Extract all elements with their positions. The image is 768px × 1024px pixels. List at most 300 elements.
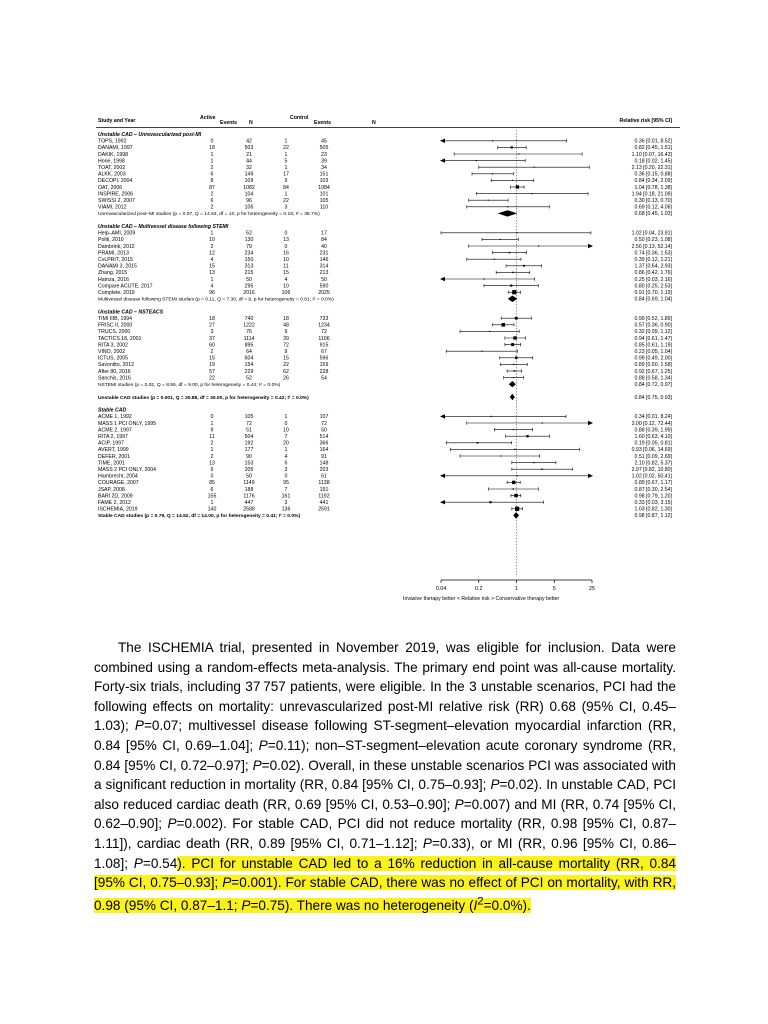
control-n: 110	[319, 204, 329, 211]
active-events: 1	[210, 447, 214, 454]
study-rr-ci: 0.89 [0.67, 1.17]	[634, 480, 672, 487]
study-rr-ci: 0.94 [0.61, 1.47]	[634, 335, 672, 342]
active-events: 87	[209, 184, 215, 191]
study-rr-ci: 0.85 [0.61, 1.19]	[634, 342, 672, 349]
study-rr-ci: 0.23 [0.05, 1.04]	[634, 349, 672, 355]
control-n: 146	[319, 257, 329, 263]
point-estimate	[489, 331, 490, 332]
active-events: 11	[209, 434, 215, 440]
control-n: 1234	[318, 322, 330, 329]
study-name: Savonitto, 2012	[98, 362, 135, 369]
control-events: 3	[284, 204, 288, 211]
control-events: 16	[283, 250, 289, 257]
control-events: 9	[284, 178, 288, 185]
control-n: 50	[321, 276, 327, 283]
study-rr-ci: 0.87 [0.30, 2.54]	[634, 486, 672, 493]
active-n: 44	[246, 158, 252, 165]
control-n: 164	[319, 447, 329, 454]
active-events: 60	[209, 342, 215, 349]
point-estimate	[514, 494, 517, 497]
text-span: =0.75). There was no heterogeneity (	[250, 898, 474, 914]
summary-diamond	[510, 394, 515, 400]
forest-plot	[96, 110, 680, 622]
point-estimate	[542, 422, 543, 423]
study-rr-ci: 0.69 [0.12, 4.06]	[634, 204, 672, 211]
italic-p: P	[133, 855, 143, 871]
control-n: 67	[321, 349, 327, 355]
active-events: 6	[210, 198, 214, 204]
study-rr-ci: 1.37 [0.64, 2.93]	[634, 263, 672, 270]
control-n: 17	[321, 230, 327, 237]
summary-label: NSTEMI studies (p = 0.02, Q = 8.95, df = 9.00, p for heterogeneity = 0.44; I² = 0.0%)	[98, 383, 281, 388]
control-n: 91	[321, 453, 327, 460]
active-events: 9	[210, 427, 214, 434]
active-events: 1	[210, 151, 214, 158]
point-estimate	[513, 488, 514, 489]
header-active-n: N	[249, 120, 253, 126]
study-rr-ci: 0.91 [0.70, 1.19]	[634, 290, 672, 296]
study-name: VIAMI, 2012	[98, 204, 127, 211]
control-events: 13	[283, 237, 289, 244]
point-estimate	[513, 429, 514, 430]
control-events: 11	[283, 263, 289, 270]
ci-arrow-left	[440, 500, 445, 504]
point-estimate	[512, 290, 516, 294]
study-name: TIMI IIIB, 1994	[98, 316, 133, 322]
point-estimate	[510, 285, 512, 287]
control-n: 105	[319, 198, 329, 204]
control-events: 15	[283, 270, 289, 277]
study-rr-ci: 0.50 [0.23, 1.08]	[634, 237, 672, 244]
study-rr-ci: 1.02 [0.04, 23.91]	[631, 230, 672, 237]
point-estimate	[513, 377, 514, 378]
italic-p: P	[241, 898, 251, 914]
control-n: 314	[319, 263, 329, 270]
active-n: 96	[246, 198, 252, 204]
control-n: 203	[319, 467, 329, 473]
active-events: 1	[210, 230, 214, 237]
point-estimate	[515, 317, 518, 320]
control-events: 161	[281, 493, 291, 500]
point-estimate	[515, 357, 517, 359]
study-rr-ci: 0.80 [0.25, 2.53]	[634, 283, 672, 290]
control-n: 107	[319, 414, 329, 421]
control-events: 106	[281, 290, 291, 296]
control-n: 1106	[318, 335, 330, 342]
group-title: Unstable CAD – Unrevascularized post-MI	[98, 132, 202, 138]
x-tick-label: 0.04	[435, 586, 447, 592]
ci-arrow-right	[588, 474, 593, 478]
active-events: 4	[210, 257, 214, 263]
active-n: 504	[244, 434, 254, 440]
study-name: Hamza, 2016	[98, 276, 129, 283]
control-events: 0	[284, 243, 288, 250]
study-name: JSAP, 2008	[98, 486, 125, 493]
active-n: 104	[244, 191, 254, 198]
summary-label: Unrevascularized post–MI studies (p = 0.07, Q = 14.63, df = 10, p for heterogeneity = 0.15; I² = 38.7%)	[98, 212, 320, 218]
active-events: 1	[210, 500, 214, 506]
study-name: MASS 1 PCI ONLY, 1995	[98, 420, 157, 427]
point-estimate	[513, 364, 514, 365]
point-estimate	[502, 323, 506, 327]
study-rr-ci: 0.98 [0.79, 1.20]	[634, 493, 672, 500]
control-n: 441	[319, 500, 329, 506]
active-events: 0	[210, 138, 214, 145]
active-n: 1082	[243, 184, 255, 191]
control-events: 20	[283, 440, 289, 447]
study-name: TRUCS, 2000	[98, 329, 131, 336]
italic-i: I	[473, 898, 478, 914]
study-name: AVERT, 1999	[98, 447, 129, 454]
study-name: TIME, 2001	[98, 460, 125, 467]
header-control-n: N	[372, 120, 376, 126]
control-n: 1084	[318, 184, 330, 191]
control-n: 103	[319, 178, 329, 185]
study-rr-ci: 0.99 [0.49, 2.00]	[634, 355, 672, 362]
text-span: =0.07; multivessel disease following ST-segment–elevation myocardial infarction (RR, 0.84 [95% CI, 0.69–1.04];	[94, 718, 676, 753]
point-estimate	[516, 475, 517, 476]
study-name: CvLPRIT, 2015	[98, 257, 133, 263]
study-rr-ci: 0.36 [0.01, 8.52]	[634, 138, 672, 145]
study-rr-ci: 0.57 [0.36, 0.90]	[634, 322, 672, 329]
ci-arrow-left	[440, 277, 445, 281]
study-rr-ci: 0.82 [0.45, 1.51]	[634, 145, 672, 152]
study-rr-ci: 0.30 [0.13, 0.70]	[634, 198, 672, 204]
active-events: 22	[209, 375, 215, 382]
study-name: Politi, 2010	[98, 237, 124, 244]
italic-p: P	[222, 875, 232, 891]
point-estimate	[492, 140, 493, 141]
study-rr-ci: 0.86 [0.42, 1.76]	[634, 270, 672, 277]
control-events: 9	[284, 349, 288, 355]
study-name: ACIP, 1997	[98, 440, 124, 447]
active-n: 106	[244, 204, 254, 211]
summary-label: Unstable CAD studies (p = 0.001, Q = 30.88, df = 30.00, p for heterogeneity = 0.42; I² = 0.0%)	[98, 395, 309, 401]
study-name: INSPIRE, 2006	[98, 191, 134, 198]
summary-rr-ci: 0.84 [0.69, 1.04]	[634, 296, 672, 303]
active-events: 2	[210, 440, 214, 447]
control-events: 7	[284, 434, 288, 440]
summary-diamond	[498, 210, 517, 216]
active-n: 205	[244, 467, 254, 473]
control-events: 7	[284, 486, 288, 493]
active-events: 15	[209, 355, 215, 362]
control-n: 23	[321, 151, 327, 158]
active-n: 130	[244, 237, 254, 244]
study-name: DECOPI, 2004	[98, 178, 133, 185]
study-rr-ci: 1.94 [0.18, 21.09]	[631, 191, 672, 198]
control-events: 95	[283, 480, 289, 487]
study-name: Sanchis, 2016	[98, 375, 131, 382]
summary-diamond	[509, 381, 516, 387]
active-events: 18	[209, 145, 215, 152]
control-events: 15	[283, 355, 289, 362]
control-n: 231	[319, 250, 329, 257]
study-rr-ci: 3.00 [0.12, 72.44]	[631, 420, 672, 427]
body-paragraph	[94, 638, 676, 916]
control-events: 10	[283, 283, 289, 290]
study-name: Horie, 1998	[98, 158, 125, 165]
active-n: 42	[246, 138, 252, 145]
study-rr-ci: 0.34 [0.01, 8.24]	[634, 414, 672, 421]
point-estimate	[523, 265, 525, 267]
study-rr-ci: 0.99 [0.52, 1.89]	[634, 316, 672, 322]
control-n: 228	[319, 368, 329, 375]
active-events: 6	[210, 171, 214, 178]
active-n: 604	[244, 355, 254, 362]
point-estimate	[541, 468, 542, 469]
study-name: ISCHEMIA, 2019	[98, 506, 138, 513]
italic-p: P	[252, 757, 262, 773]
point-estimate	[512, 272, 513, 273]
active-n: 215	[244, 270, 254, 277]
point-estimate	[481, 351, 482, 352]
point-estimate	[483, 278, 484, 279]
control-n: 148	[319, 460, 329, 467]
point-estimate	[491, 416, 492, 417]
active-n: 64	[246, 349, 252, 355]
active-events: 19	[209, 362, 215, 369]
ci-arrow-right	[588, 244, 593, 248]
summary-rr-ci: 0.84 [0.75, 0.93]	[634, 394, 672, 401]
control-events: 48	[283, 322, 289, 329]
active-n: 153	[244, 460, 254, 467]
control-events: 62	[283, 368, 289, 375]
study-name: After 80, 2016	[98, 368, 131, 375]
group-title: Unstable CAD – Multivessel disease following STEMI	[98, 224, 229, 230]
italic-p: P	[490, 777, 500, 793]
control-n: 366	[319, 440, 329, 447]
active-n: 1114	[243, 335, 255, 342]
text-span: The ISCHEMIA trial, presented in November 2019, was eligible for inclusion. Data were combined using a random-effects meta-analysis. The primary end point was all-cause mortality. Forty-six trials, including 37 757 patients, were eligible. In the 3 unstable scenarios, PCI had the following effects on mortality: unrevascularized post-MI relative risk (RR) 0.68 (95% CI, 0.45–1.03);	[94, 640, 676, 734]
control-events: 26	[283, 375, 289, 382]
active-events: 13	[209, 460, 215, 467]
control-n: 151	[319, 171, 329, 178]
control-events: 17	[283, 171, 289, 178]
text-span: =0.54	[142, 855, 178, 871]
control-n: 72	[321, 420, 327, 427]
control-events: 9	[284, 329, 288, 336]
active-events: 3	[210, 329, 214, 336]
active-events: 2	[210, 191, 214, 198]
active-n: 90	[246, 453, 252, 460]
active-events: 13	[209, 270, 215, 277]
point-estimate	[513, 336, 516, 339]
point-estimate	[515, 507, 519, 511]
study-rr-ci: 2.56 [0.13, 52.14]	[631, 243, 672, 250]
control-events: 0	[284, 420, 288, 427]
study-name: MASS 2 PCI ONLY, 2004	[98, 467, 157, 473]
point-estimate	[476, 160, 477, 161]
text-span: =0.02). Overall, in these unstable scenarios PCI was associated with a significant reduction in mortality (RR, 0.84 [95% CI, 0.75–0.93];	[94, 757, 676, 793]
point-estimate	[516, 185, 519, 188]
active-events: 2	[210, 453, 214, 460]
active-n: 21	[246, 151, 252, 158]
point-estimate	[538, 245, 539, 246]
study-name: SWISSI 2, 2007	[98, 198, 135, 204]
point-estimate	[477, 442, 479, 444]
active-n: 1149	[243, 480, 255, 487]
study-rr-ci: 0.33 [0.03, 3.15]	[634, 500, 672, 506]
active-events: 6	[210, 486, 214, 493]
point-estimate	[500, 455, 501, 456]
active-events: 2	[210, 204, 214, 211]
point-estimate	[507, 206, 508, 207]
summary-rr-ci: 0.98 [0.87, 1.12]	[634, 513, 672, 520]
x-axis-label: Invasive therapy better < Relative risk > Conservative therapy better	[403, 596, 560, 602]
control-events: 72	[283, 342, 289, 349]
study-name: RITA 3, 2002	[98, 342, 128, 349]
control-n: 596	[319, 355, 329, 362]
study-rr-ci: 1.60 [0.63, 4.10]	[634, 434, 672, 440]
control-events: 22	[283, 145, 289, 152]
active-events: 4	[210, 283, 214, 290]
italic-p: P	[422, 835, 432, 851]
study-name: FRISC II, 2000	[98, 322, 133, 329]
text-span: =0.02). In unstable CAD, PCI also reduced cardiac death (RR, 0.69 [95% CI, 0.53–0.90];	[94, 777, 676, 812]
study-rr-ci: 1.04 [0.78, 1.38]	[634, 184, 672, 191]
active-n: 50	[246, 473, 252, 480]
point-estimate	[514, 370, 516, 372]
control-n: 213	[319, 270, 329, 277]
control-events: 4	[284, 276, 288, 283]
control-events: 6	[284, 460, 288, 467]
active-n: 50	[246, 276, 252, 283]
active-n: 79	[246, 243, 252, 250]
active-events: 1	[210, 420, 214, 427]
header-active: Active	[200, 115, 216, 121]
point-estimate	[518, 153, 519, 154]
control-n: 45	[321, 138, 327, 145]
study-rr-ci: 0.32 [0.09, 1.12]	[634, 329, 672, 336]
highlighted-text	[94, 856, 676, 914]
control-n: 2025	[318, 290, 330, 296]
active-n: 895	[244, 342, 254, 349]
study-rr-ci: 0.36 [0.15, 0.88]	[634, 171, 672, 178]
point-estimate	[516, 232, 517, 233]
study-rr-ci: 0.88 [0.39, 1.99]	[634, 427, 672, 434]
study-name: Compare ACUTE, 2017	[98, 283, 153, 290]
control-n: 50	[321, 427, 327, 434]
point-estimate	[500, 239, 501, 240]
active-events: 155	[207, 493, 217, 500]
active-n: 1222	[243, 322, 255, 329]
control-n: 84	[321, 237, 327, 244]
active-events: 18	[209, 316, 215, 322]
point-estimate	[509, 252, 511, 254]
active-n: 313	[244, 263, 254, 270]
study-rr-ci: 0.89 [0.50, 1.58]	[634, 362, 672, 369]
study-rr-ci: 2.10 [0.82, 5.37]	[634, 460, 672, 467]
study-name: Hambrecht, 2004	[98, 473, 138, 480]
active-events: 2	[210, 349, 214, 355]
study-name: TACTICS 18, 2001	[98, 335, 142, 342]
control-events: 1	[284, 165, 288, 171]
active-n: 32	[246, 165, 252, 171]
control-events: 3	[284, 500, 288, 506]
control-events: 136	[281, 506, 291, 513]
study-rr-ci: 0.25 [0.03, 2.16]	[634, 276, 672, 283]
study-rr-ci: 2.13 [0.20, 22.31]	[631, 165, 672, 171]
ci-arrow-left	[440, 474, 445, 478]
text-span: =0.001). For stable CAD, there was no effect of PCI on mortality, with RR, 0.98 (95% CI, 0.87–1.1;	[94, 875, 676, 914]
control-n: 40	[321, 243, 327, 250]
study-name: ALKK, 2003	[98, 171, 126, 178]
text-span: =0.007) and MI (RR, 0.74 [95% CI, 0.62–0.90];	[94, 796, 676, 832]
point-estimate	[512, 481, 515, 484]
control-events: 1	[284, 414, 288, 421]
superscript: 2	[477, 895, 484, 908]
active-n: 149	[244, 171, 254, 178]
group-title: Stable CAD	[98, 407, 127, 414]
study-rr-ci: 0.19 [0.05, 0.81]	[634, 440, 672, 447]
active-n: 447	[244, 500, 254, 506]
study-name: DEFER, 2001	[98, 453, 131, 460]
point-estimate	[514, 449, 515, 450]
control-n: 1138	[318, 480, 330, 487]
study-name: PRAMI, 2013	[98, 250, 129, 257]
active-events: 8	[210, 178, 214, 185]
control-events: 1	[284, 151, 288, 158]
active-events: 12	[209, 250, 215, 257]
control-n: 72	[321, 329, 327, 336]
active-n: 740	[244, 316, 254, 322]
forest-plot-figure	[96, 110, 680, 622]
study-name: FAME 2, 2012	[98, 500, 131, 506]
active-events: 140	[207, 506, 217, 513]
control-n: 505	[319, 145, 329, 152]
control-n: 733	[319, 316, 329, 322]
study-name: TOPS, 1992	[98, 138, 127, 145]
summary-diamond	[513, 512, 519, 518]
header-control-events: Events	[314, 120, 332, 126]
study-name: ICTUS, 2005	[98, 355, 128, 362]
italic-p: P	[258, 737, 268, 753]
active-n: 229	[244, 368, 254, 375]
active-n: 295	[244, 283, 254, 290]
control-events: 22	[283, 362, 289, 369]
control-n: 39	[321, 158, 327, 165]
point-estimate	[533, 462, 534, 463]
group-title: Unstable CAD – NSTEACS	[98, 309, 164, 316]
active-events: 1	[210, 276, 214, 283]
text-span: =0.002). For stable CAD, PCI did not reduce mortality (RR, 0.98 [95% CI, 0.87–1.11]), cardiac death (RR, 0.89 [95% CI, 0.71–1.12];	[94, 816, 676, 851]
study-name: ACME 2, 1997	[98, 427, 132, 434]
study-name: DANAMI 3, 2015	[98, 263, 137, 270]
control-n: 915	[319, 342, 329, 349]
control-events: 3	[284, 467, 288, 473]
study-name: RITA 2, 1997	[98, 434, 128, 440]
text-span: =0.11); non–ST-segment–elevation acute coronary syndrome (RR, 0.84 [95% CI, 0.72–0.97];	[94, 737, 676, 773]
study-name: VINO, 2002	[98, 349, 126, 355]
study-rr-ci: 0.39 [0.12, 1.21]	[634, 257, 672, 263]
x-tick-label: 1	[515, 586, 518, 592]
header-study-year: Study and Year	[98, 118, 136, 124]
active-events: 1	[210, 158, 214, 165]
study-rr-ci: 0.84 [0.34, 2.09]	[634, 178, 672, 185]
study-rr-ci: 0.18 [0.02, 1.45]	[634, 158, 672, 165]
study-rr-ci: 0.74 [0.36, 1.53]	[634, 250, 672, 257]
active-events: 2	[210, 165, 214, 171]
point-estimate	[512, 180, 513, 181]
active-events: 9	[210, 467, 214, 473]
point-estimate	[494, 259, 495, 260]
italic-p: P	[454, 796, 464, 812]
study-name: Dambrink, 2012	[98, 243, 135, 250]
summary-rr-ci: 0.84 [0.72, 0.97]	[634, 382, 672, 388]
active-events: 57	[209, 368, 215, 375]
study-name: BARI 2D, 2009	[98, 493, 133, 500]
